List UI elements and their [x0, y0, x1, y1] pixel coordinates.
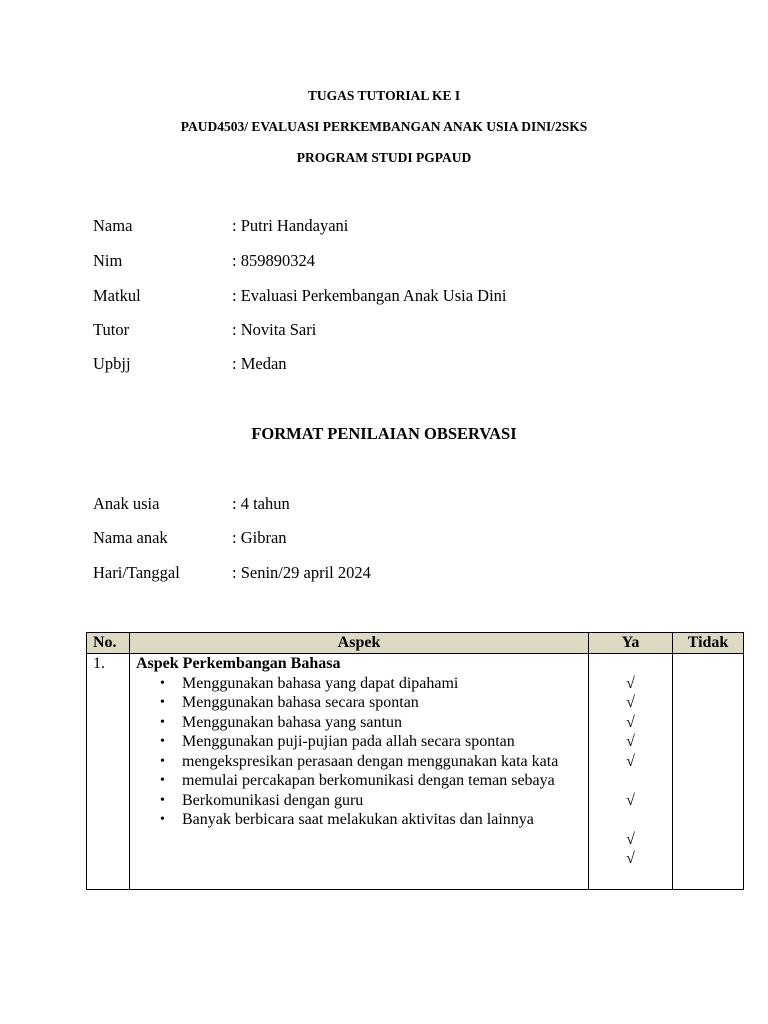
info-label: Tutor	[93, 320, 130, 339]
bullet-icon: •	[160, 812, 165, 827]
check-mark-icon: √	[626, 791, 635, 809]
mark-row	[589, 771, 672, 791]
list-item	[136, 791, 588, 811]
list-item	[136, 771, 588, 791]
aspek-item-list	[136, 674, 588, 830]
row-number: 1.	[87, 654, 130, 890]
column-header-no: No.	[87, 633, 130, 654]
item-text: memulai percakapan berkomunikasi dengan teman sebaya	[182, 772, 555, 789]
bullet-icon: •	[160, 695, 165, 710]
item-text: Berkomunikasi dengan guru	[182, 791, 364, 809]
list-item	[136, 732, 588, 752]
item-text: Menggunakan bahasa yang santun	[182, 713, 402, 731]
check-mark-icon: √	[626, 713, 635, 731]
info-value: : Senin/29 april 2024	[232, 563, 371, 582]
info-value: : Putri Handayani	[232, 216, 349, 235]
mark-row	[589, 654, 672, 674]
item-text: mengekspresikan perasaan dengan menggunakan kata kata	[182, 752, 559, 770]
info-label: Nim	[93, 251, 123, 270]
item-text: Menggunakan bahasa yang dapat dipahami	[182, 674, 459, 692]
info-label: Matkul	[93, 286, 141, 305]
list-item	[136, 713, 588, 733]
bullet-icon: •	[160, 734, 165, 749]
bullet-icon: •	[160, 792, 165, 808]
info-label: Anak usia	[93, 494, 160, 513]
info-value: : Gibran	[232, 528, 287, 547]
tutorial-title: TUGAS TUTORIAL KE I	[307, 88, 461, 103]
info-label: Upbjj	[93, 354, 131, 373]
bullet-icon: •	[160, 773, 165, 788]
check-mark-icon: √	[626, 674, 635, 692]
observation-table	[86, 632, 744, 890]
column-header-aspek: Aspek	[130, 633, 589, 654]
item-text: Banyak berbicara saat melakukan aktivitas dan lainnya	[182, 811, 534, 828]
info-value: : 859890324	[232, 251, 315, 270]
item-text: Menggunakan bahasa secara spontan	[182, 694, 419, 711]
list-item	[136, 752, 588, 772]
mark-row	[589, 810, 672, 830]
cell-spacer	[136, 830, 588, 889]
item-text: Menggunakan puji-pujian pada allah secara spontan	[182, 733, 515, 750]
info-value: : Medan	[232, 354, 287, 373]
list-item	[136, 810, 588, 830]
info-value: : 4 tahun	[232, 494, 290, 513]
aspek-title: Aspek Perkembangan Bahasa	[136, 655, 341, 672]
info-label: Nama	[93, 216, 133, 235]
bullet-icon: •	[160, 675, 165, 691]
course-title: PAUD4503/ EVALUASI PERKEMBANGAN ANAK USIA DINI/2SKS	[180, 119, 588, 134]
check-mark-icon: √	[626, 752, 635, 770]
table-row	[87, 654, 744, 890]
column-header-tidak: Tidak	[673, 633, 744, 654]
list-item	[136, 674, 588, 694]
column-header-ya: Ya	[589, 633, 673, 654]
aspek-cell	[130, 654, 589, 890]
bullet-icon: •	[160, 714, 165, 730]
ya-cell	[589, 654, 673, 890]
list-item	[136, 693, 588, 713]
section-title: FORMAT PENILAIAN OBSERVASI	[251, 424, 517, 443]
info-value: : Novita Sari	[232, 320, 317, 339]
check-mark-icon: √	[626, 830, 635, 848]
info-value: : Evaluasi Perkembangan Anak Usia Dini	[232, 286, 507, 305]
info-label: Hari/Tanggal	[93, 563, 180, 582]
check-mark-icon: √	[626, 694, 635, 711]
program-title: PROGRAM STUDI PGPAUD	[296, 150, 472, 165]
tidak-cell	[673, 654, 744, 890]
check-mark-icon: √	[626, 850, 635, 867]
table-header-row	[87, 633, 744, 654]
check-mark-icon: √	[626, 733, 635, 750]
info-label: Nama anak	[93, 528, 168, 547]
bullet-icon: •	[160, 753, 165, 769]
